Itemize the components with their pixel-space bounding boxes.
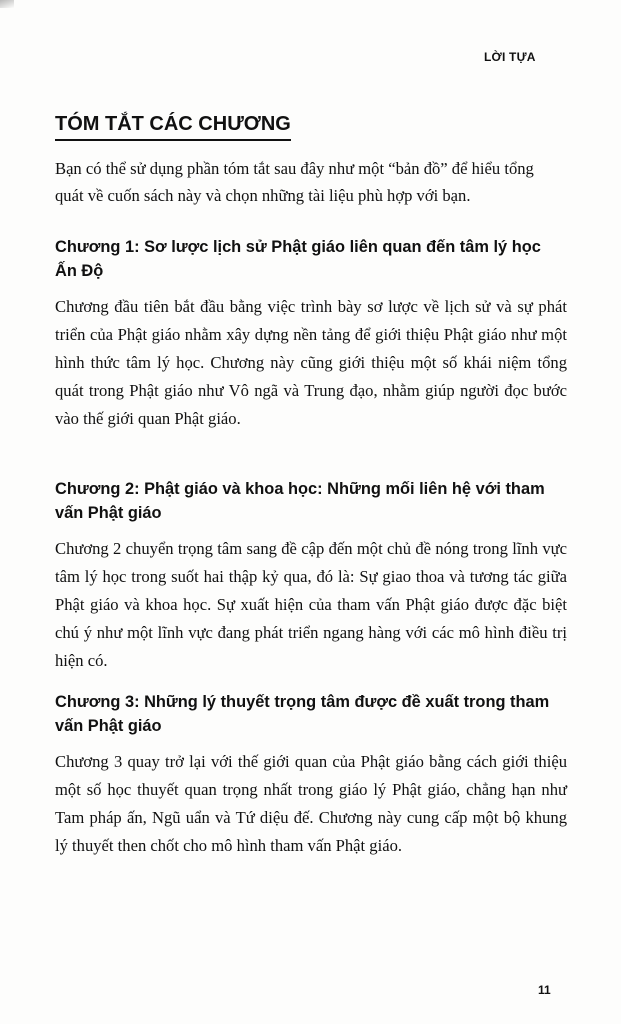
chapter-3 <box>55 690 567 860</box>
page-number: 11 <box>538 983 551 997</box>
chapter-summary: Chương 2 chuyển trọng tâm sang đề cập đến một chủ đề nóng trong lĩnh vực tâm lý học trong suốt hai thập kỷ qua, đó là: Sự giao thoa và tương tác giữa Phật giáo và khoa học. Sự xuất hiện của tham vấn Phật giáo được đặc biệt chú ý như một lĩnh vực đang phát triển ngang hàng với các mô hình điều trị hiện có. <box>55 539 567 670</box>
chapter-1 <box>55 235 567 433</box>
section-title: TÓM TẮT CÁC CHƯƠNG <box>55 113 291 141</box>
running-header: LỜI TỰA <box>484 50 536 64</box>
chapter-summary: Chương 3 quay trở lại với thế giới quan của Phật giáo bằng cách giới thiệu một số học thuyết quan trọng nhất trong giáo lý Phật giáo, chẳng hạn như Tam pháp ấn, Ngũ uẩn và Tứ diệu đế. Chương này cung cấp một bộ khung lý thuyết then chốt cho mô hình tham vấn Phật giáo. <box>55 752 567 855</box>
chapter-summary: Chương đầu tiên bắt đầu bằng việc trình bày sơ lược về lịch sử và sự phát triển của Phật giáo nhằm xây dựng nền tảng để giới thiệu Phật giáo như một hình thức tâm lý học. Chương này cũng giới thiệu một số khái niệm tổng quát trong Phật giáo như Vô ngã và Trung đạo, nhằm giúp người đọc bước vào thế giới quan Phật giáo. <box>55 297 567 428</box>
chapter-title: Chương 3: Những lý thuyết trọng tâm được đề xuất trong tham vấn Phật giáo <box>55 693 550 735</box>
chapter-2 <box>55 477 567 675</box>
page-corner-mark <box>0 0 14 8</box>
section-intro: Bạn có thể sử dụng phần tóm tắt sau đây như một “bản đồ” để hiểu tổng quát về cuốn sách này và chọn những tài liệu phù hợp với bạn. <box>55 159 534 205</box>
chapter-title: Chương 2: Phật giáo và khoa học: Những mối liên hệ với tham vấn Phật giáo <box>55 480 545 522</box>
chapter-title: Chương 1: Sơ lược lịch sử Phật giáo liên quan đến tâm lý học Ấn Độ <box>55 238 541 280</box>
